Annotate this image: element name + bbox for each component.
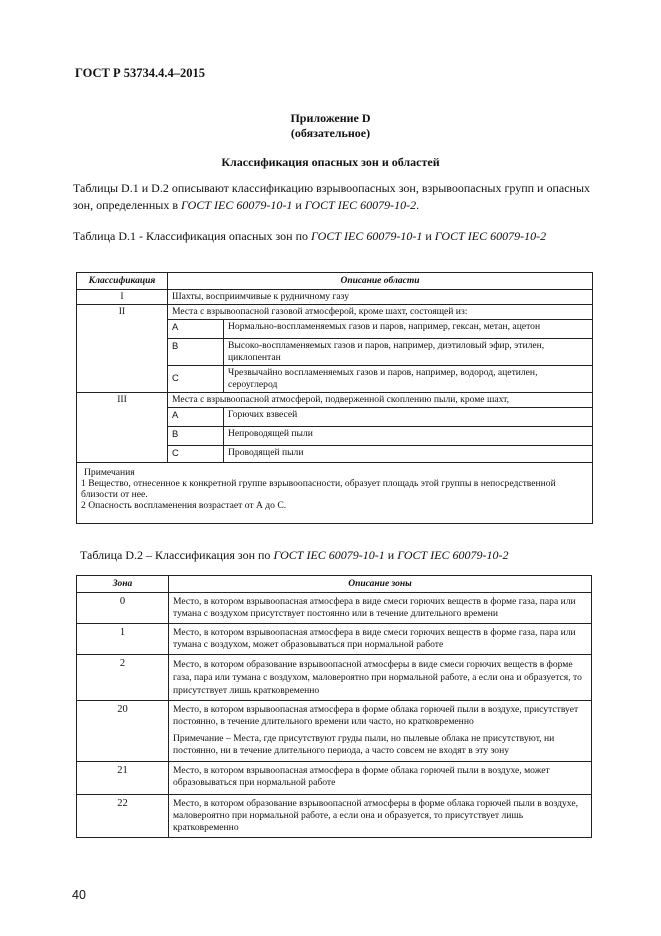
appendix-subtitle: (обязательное) (290, 126, 371, 140)
column-header-zone: Зона (77, 576, 169, 593)
table-row (77, 593, 592, 624)
zone-cell: 20 (77, 701, 169, 762)
table2-caption-text: Таблица D.2 – Классификация зон по (80, 548, 274, 562)
table-header-row (77, 576, 592, 593)
class-cell: I (77, 290, 168, 305)
subgroup-code: B (168, 339, 224, 366)
zone-description: Место, в котором образование взрывоопасной атмосферы в форме облака горючей пыли в воздухе, маловероятно при нормальной работе, а если она и образуется, то присутствует лишь кратковременно (169, 795, 592, 838)
table1-caption-ref-1: ГОСТ IEC 60079-10-1 (310, 229, 423, 243)
column-header-description: Описание области (168, 273, 593, 290)
table1-caption-text: Таблица D.1 - Классификация опасных зон по (73, 229, 311, 243)
description-cell: Места с взрывоопасной газовой атмосферой, кроме шахт, состоящей из: (168, 305, 593, 320)
zone-description: Место, в котором взрывоопасная атмосфера в виде смеси горючих веществ в форме газа, пара или тумана с воздухом, может образовываться при нормальной работе (169, 624, 592, 655)
table-row (77, 701, 592, 762)
table-notes (77, 463, 593, 524)
zone-description: Место, в котором взрывоопасная атмосфера в виде смеси горючих веществ в форме газа, пара или тумана с воздухом присутствует постоянно или в течение длительного времени (169, 593, 592, 624)
note-2: 2 Опасность воспламенения возрастает от А до С. (81, 500, 287, 511)
intro-ref-2: ГОСТ IEC 60079-10-2 (304, 198, 417, 212)
subgroup-code: C (168, 446, 224, 463)
subgroup-description: Нормально-воспламеняемых газов и паров, например, гексан, метан, ацетон (224, 320, 593, 339)
subgroup-description: Непроводящей пыли (224, 427, 593, 446)
table-row (77, 795, 592, 838)
description-cell: Шахты, восприимчивые к рудничному газу (168, 290, 593, 305)
subgroup-description: Проводящей пыли (224, 446, 593, 463)
subgroup-description: Высоко-воспламеняемых газов и паров, например, диэтиловый эфир, этилен, циклопентан (224, 339, 593, 366)
document-header: ГОСТ Р 53734.4.4–2015 (75, 66, 206, 80)
column-header-description: Описание зоны (169, 576, 592, 593)
intro-end: . (416, 198, 420, 212)
subgroup-description: Чрезвычайно воспламеняемых газов и паров, например, водород, ацетилен, сероуглерод (224, 366, 593, 393)
table-d2 (76, 575, 592, 838)
table-row (77, 290, 593, 305)
zone-description-cell (169, 701, 592, 762)
subgroup-description: Горючих взвесей (224, 408, 593, 427)
table2-caption (80, 548, 590, 563)
zone-cell: 21 (77, 762, 169, 795)
description-cell: Места с взрывоопасной атмосферой, подверженной скоплению пыли, кроме шахт, (168, 393, 593, 408)
table-row (77, 655, 592, 701)
subgroup-code: C (168, 366, 224, 393)
zone-cell: 1 (77, 624, 169, 655)
subgroup-code: A (168, 408, 224, 427)
table-row (77, 624, 592, 655)
zone-cell: 22 (77, 795, 169, 838)
table-row (77, 393, 593, 408)
intro-text: Таблицы D.1 и D.2 описывают классификацию взрывоопасных зон, взрывоопасных групп и опасных зон, определенных в (73, 181, 591, 212)
intro-paragraph (73, 180, 593, 214)
note-1: 1 Вещество, отнесенное к конкретной группе взрывоопасности, образует площадь этой группы в непосредственной близости от нее. (81, 478, 556, 500)
appendix-title: Приложение D (290, 111, 371, 125)
table-row (77, 762, 592, 795)
table1-caption-ref-2: ГОСТ IEC 60079-10-2 (434, 229, 547, 243)
zone-cell: 0 (77, 593, 169, 624)
table2-caption-ref-1: ГОСТ IEC 60079-10-1 (273, 548, 385, 562)
zone-description: Место, в котором взрывоопасная атмосфера в форме облака горючей пыли в воздухе, присутствует постоянно, в течение длительного времени или часто, но кратковременно (173, 704, 579, 727)
column-header-class: Классификация (77, 273, 168, 290)
appendix-heading: Классификация опасных зон и областей (221, 155, 440, 169)
table2-caption-ref-2: ГОСТ IEC 60079-10-2 (397, 548, 509, 562)
table-d1 (76, 272, 593, 524)
subgroup-code: B (168, 427, 224, 446)
table-row (77, 305, 593, 320)
subgroup-code: A (168, 320, 224, 339)
intro-ref-1: ГОСТ IEC 60079-10-1 (181, 198, 293, 212)
class-cell: II (77, 305, 168, 393)
table-notes-row (77, 463, 593, 524)
table-header-row (77, 273, 593, 290)
intro-and: и (292, 198, 305, 212)
page-number: 40 (72, 888, 86, 902)
table1-caption-and: и (422, 229, 435, 243)
notes-title: Примечания (84, 467, 135, 478)
class-cell: III (77, 393, 168, 463)
zone-description: Место, в котором взрывоопасная атмосфера в форме облака горючей пыли в воздухе, может образовываться при нормальной работе (169, 762, 592, 795)
zone-cell: 2 (77, 655, 169, 701)
zone-description: Место, в котором образование взрывоопасной атмосферы в виде смеси горючих веществ в форме газа, пара или тумана с воздухом, маловероятно при нормальной работе, а если она и образуется, то присутствует лишь кратковременно (169, 655, 592, 701)
table2-caption-and: и (384, 548, 398, 562)
zone-note: Примечание – Места, где присутствуют груды пыли, но пылевые облака не присутствуют, ни постоянно, ни в течение длительного периода, а часто совсем не входят в эту зону (173, 733, 555, 756)
table1-caption (73, 229, 563, 244)
